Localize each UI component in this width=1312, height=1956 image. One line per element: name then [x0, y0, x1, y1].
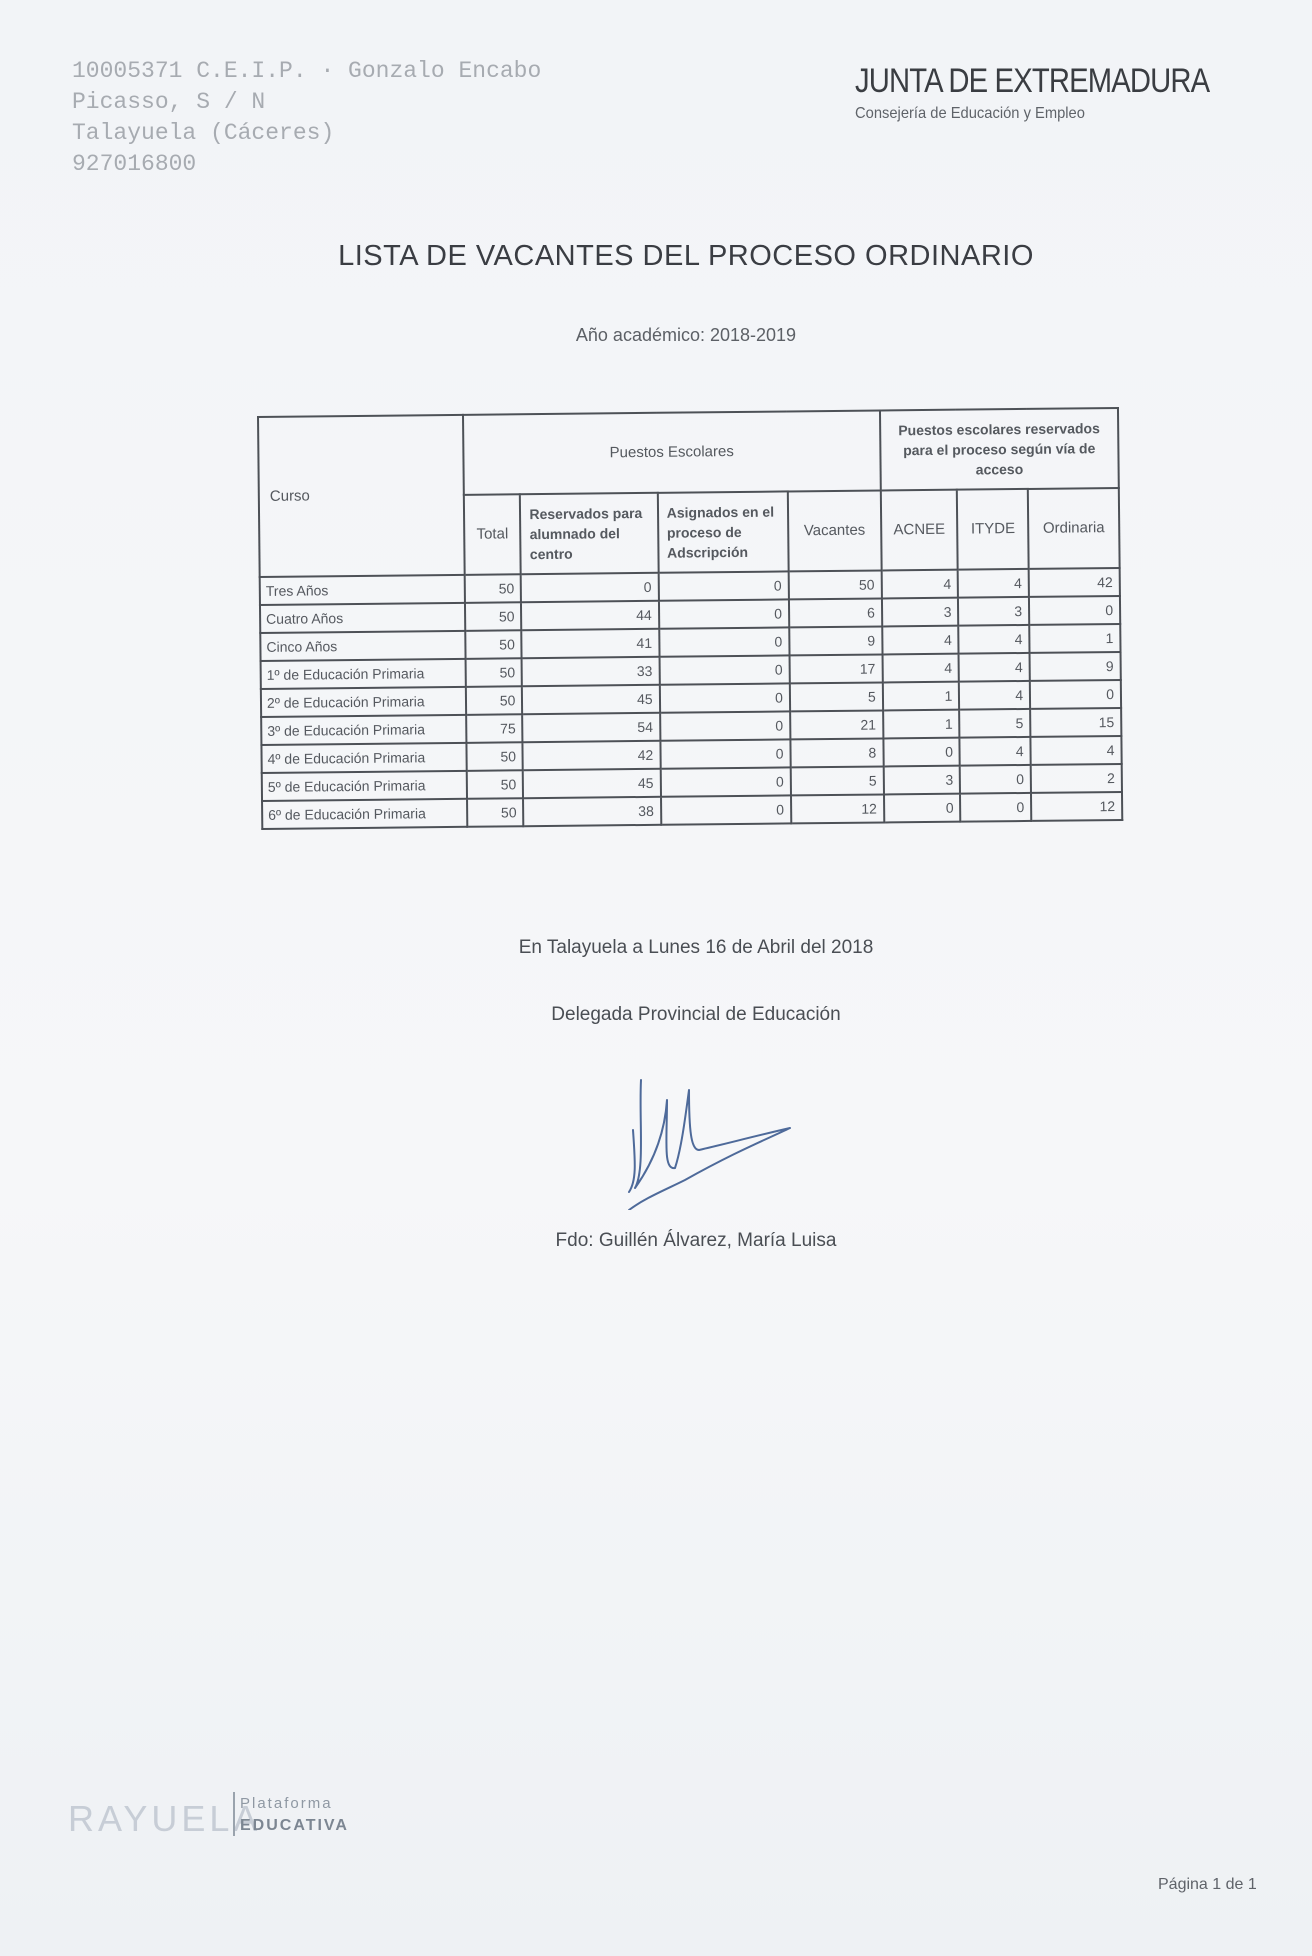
- cell-ityde: 4: [960, 737, 1031, 766]
- cell-ordinaria: 4: [1030, 736, 1121, 765]
- header-ordinaria: Ordinaria: [1028, 488, 1120, 569]
- organization-department: Consejería de Educación y Empleo: [855, 105, 1085, 122]
- cell-total: 50: [466, 686, 523, 715]
- cell-ordinaria: 9: [1030, 652, 1121, 681]
- header-total: Total: [464, 494, 521, 575]
- header-acnee: ACNEE: [881, 490, 959, 571]
- cell-ityde: 4: [959, 653, 1030, 682]
- header-vacantes: Vacantes: [788, 490, 882, 571]
- page-number: Página 1 de 1: [1158, 1876, 1257, 1893]
- header-puestos-escolares: Puestos Escolares: [463, 410, 881, 494]
- header-curso: Curso: [258, 415, 465, 577]
- cell-ordinaria: 15: [1030, 708, 1121, 737]
- cell-asignados: 0: [660, 711, 790, 740]
- cell-total: 50: [467, 770, 524, 799]
- cell-reservados: 45: [522, 685, 660, 714]
- cell-ityde: 4: [959, 625, 1030, 654]
- cell-curso: 2º de Educación Primaria: [261, 687, 466, 717]
- cell-curso: 4º de Educación Primaria: [261, 743, 466, 773]
- signer-role: Delegada Provincial de Educación: [551, 1004, 841, 1025]
- cell-vacantes: 9: [789, 626, 882, 655]
- header-reservados: Reservados para alumnado del centro: [520, 493, 658, 574]
- cell-reservados: 38: [523, 797, 661, 826]
- cell-total: 50: [465, 658, 522, 687]
- cell-reservados: 0: [521, 573, 659, 602]
- cell-acnee: 4: [882, 626, 959, 655]
- school-city: Talayuela (Cáceres): [72, 120, 335, 146]
- cell-vacantes: 5: [791, 766, 884, 795]
- cell-vacantes: 12: [791, 794, 884, 823]
- header-puestos-reservados: Puestos escolares reservados para el proceso según vía de acceso: [880, 408, 1119, 490]
- cell-ityde: 4: [959, 681, 1030, 710]
- cell-ordinaria: 12: [1031, 792, 1122, 821]
- rayuela-logo: [68, 1786, 368, 1846]
- cell-total: 50: [467, 798, 524, 827]
- cell-total: 50: [465, 574, 522, 603]
- cell-ordinaria: 42: [1029, 568, 1120, 597]
- school-name: 10005371 C.E.I.P. · Gonzalo Encabo: [72, 58, 542, 84]
- logo-line1: Plataforma: [240, 1795, 333, 1812]
- signature-image: [615, 1060, 795, 1210]
- header-asignados: Asignados en el proceso de Adscripción: [657, 491, 788, 572]
- cell-reservados: 45: [523, 769, 661, 798]
- logo-brand: RAYUELA: [68, 1798, 262, 1839]
- header-ityde: ITYDE: [957, 489, 1028, 570]
- signed-by: Fdo: Guillén Álvarez, María Luisa: [555, 1230, 837, 1251]
- cell-reservados: 44: [521, 601, 659, 630]
- cell-asignados: 0: [659, 599, 789, 628]
- cell-asignados: 0: [660, 739, 790, 768]
- cell-curso: 3º de Educación Primaria: [261, 715, 466, 745]
- academic-year: Año académico: 2018-2019: [575, 325, 797, 345]
- cell-ityde: 4: [958, 569, 1029, 598]
- cell-ordinaria: 2: [1031, 764, 1122, 793]
- cell-reservados: 54: [523, 713, 661, 742]
- cell-total: 75: [466, 714, 523, 743]
- cell-ordinaria: 0: [1029, 596, 1120, 625]
- cell-reservados: 42: [523, 741, 661, 770]
- cell-ityde: 3: [958, 597, 1029, 626]
- vacancies-table: [257, 407, 1123, 830]
- cell-asignados: 0: [660, 767, 790, 796]
- document-title: LISTA DE VACANTES DEL PROCESO ORDINARIO: [338, 240, 1034, 272]
- cell-curso: 1º de Educación Primaria: [261, 659, 466, 689]
- cell-acnee: 3: [882, 598, 959, 627]
- cell-reservados: 41: [522, 629, 660, 658]
- place-date: En Talayuela a Lunes 16 de Abril del 2018: [518, 937, 874, 958]
- cell-asignados: 0: [659, 627, 789, 656]
- cell-vacantes: 50: [789, 570, 882, 599]
- cell-ityde: 5: [960, 709, 1031, 738]
- cell-asignados: 0: [658, 571, 788, 600]
- cell-total: 50: [465, 602, 522, 631]
- cell-acnee: 1: [883, 710, 960, 739]
- cell-acnee: 1: [883, 682, 960, 711]
- cell-curso: Cuatro Años: [260, 603, 465, 633]
- cell-vacantes: 8: [790, 738, 883, 767]
- school-street: Picasso, S / N: [72, 89, 266, 115]
- cell-curso: Cinco Años: [260, 631, 465, 661]
- cell-vacantes: 21: [790, 710, 883, 739]
- cell-ityde: 0: [960, 765, 1031, 794]
- cell-acnee: 3: [883, 766, 960, 795]
- cell-curso: 5º de Educación Primaria: [262, 771, 467, 801]
- school-address: [72, 56, 541, 180]
- cell-reservados: 33: [522, 657, 660, 686]
- cell-total: 50: [465, 630, 522, 659]
- cell-asignados: 0: [659, 655, 789, 684]
- cell-total: 50: [466, 742, 523, 771]
- school-phone: 927016800: [72, 151, 197, 177]
- cell-vacantes: 6: [789, 598, 882, 627]
- cell-acnee: 4: [882, 654, 959, 683]
- cell-acnee: 0: [883, 738, 960, 767]
- cell-ordinaria: 1: [1029, 624, 1120, 653]
- cell-acnee: 4: [881, 570, 958, 599]
- cell-ityde: 0: [960, 793, 1031, 822]
- cell-ordinaria: 0: [1030, 680, 1121, 709]
- cell-vacantes: 5: [790, 682, 883, 711]
- cell-curso: Tres Años: [260, 575, 465, 605]
- organization-header: [855, 62, 1267, 123]
- logo-line2: EDUCATIVA: [240, 1817, 349, 1834]
- cell-acnee: 0: [884, 794, 961, 823]
- cell-asignados: 0: [660, 683, 790, 712]
- cell-vacantes: 17: [789, 654, 882, 683]
- organization-name: JUNTA DE EXTREMADURA: [855, 62, 1210, 100]
- cell-curso: 6º de Educación Primaria: [262, 799, 467, 829]
- cell-asignados: 0: [661, 795, 791, 824]
